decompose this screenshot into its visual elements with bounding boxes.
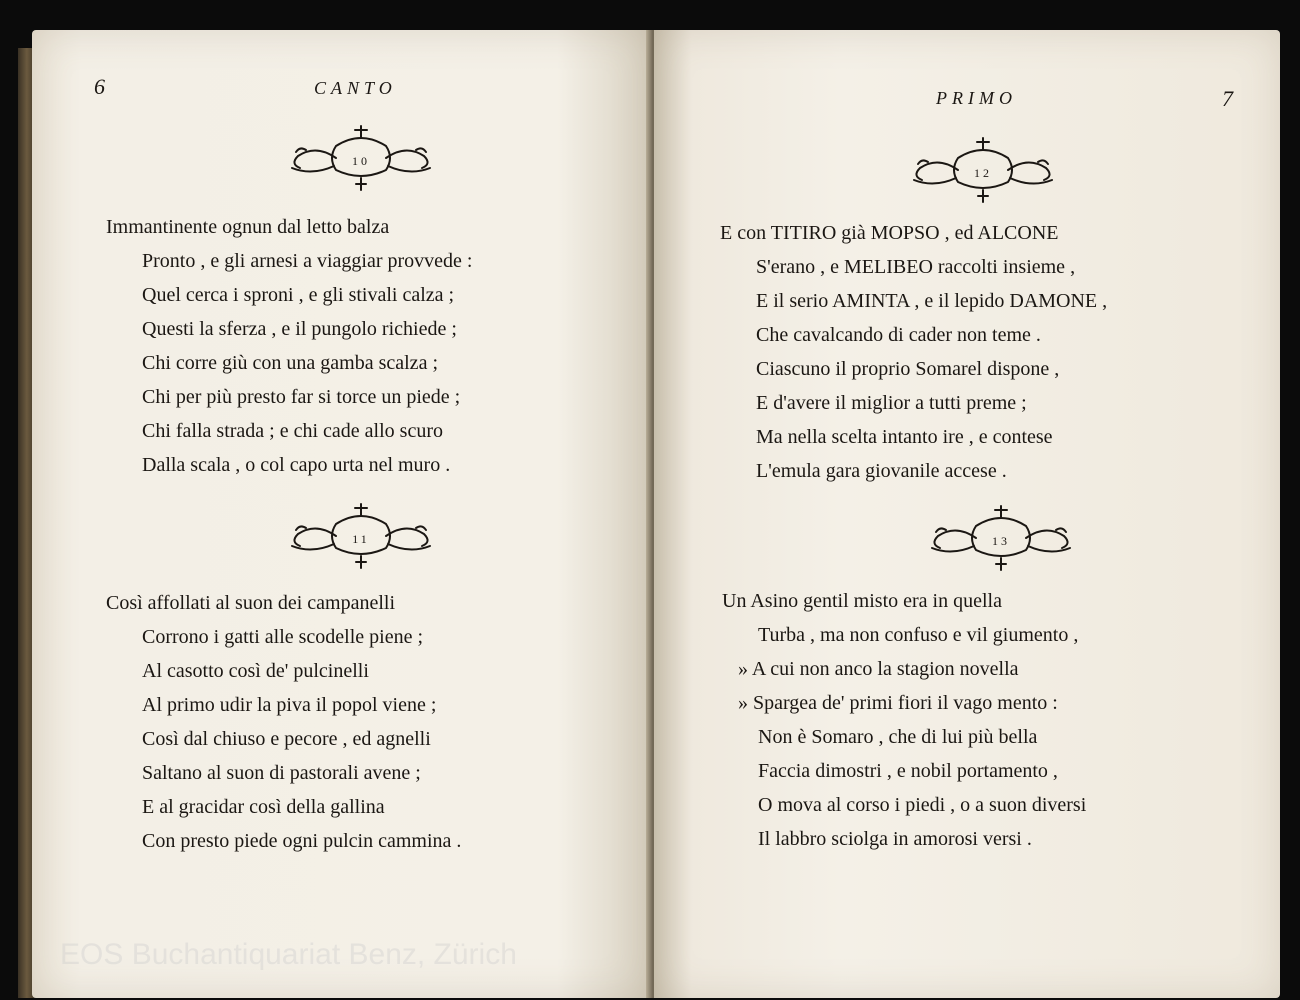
verse-line: Immantinente ognun dal letto balza — [106, 216, 390, 238]
page-number-right: 7 — [1222, 86, 1233, 111]
verse-line: Così affollati al suon dei campanelli — [106, 592, 396, 614]
running-head-right: PRIMO — [936, 88, 1017, 108]
left-page — [32, 30, 650, 998]
verse-line: Che cavalcando di cader non teme . — [756, 324, 1041, 346]
verse-line: E al gracidar così della gallina — [142, 796, 385, 818]
stanza-number: 10 — [352, 154, 370, 168]
verse-line: Non è Somaro , che di lui più bella — [758, 726, 1038, 748]
watermark: EOS Buchantiquariat Benz, Zürich — [60, 938, 517, 971]
verse-line: Turba , ma non confuso e vil giumento , — [758, 624, 1079, 646]
verse-line: L'emula gara giovanile accese . — [756, 460, 1007, 482]
right-page — [654, 30, 1280, 998]
stanza-ornament-13 — [916, 496, 1086, 576]
stanza-12 — [720, 216, 1107, 488]
verse-line: Saltano al suon di pastorali avene ; — [142, 762, 421, 784]
verse-line: Quel cerca i sproni , e gli stivali calza ; — [142, 284, 455, 306]
verse-line: E d'avere il miglior a tutti preme ; — [756, 392, 1027, 414]
verse-line: Chi falla strada ; e chi cade allo scuro — [142, 420, 443, 442]
stanza-number: 12 — [974, 166, 992, 180]
verse-line: E con TITIRO già MOPSO , ed ALCONE — [720, 222, 1059, 244]
verse-line: Chi per più presto far si torce un piede ; — [142, 386, 461, 408]
verse-line: Al casotto così de' pulcinelli — [142, 660, 369, 682]
stanza-ornament-11 — [276, 494, 446, 574]
verse-line: Corrono i gatti alle scodelle piene ; — [142, 626, 424, 648]
verse-line: Con presto piede ogni pulcin cammina . — [142, 830, 462, 852]
verse-line: Faccia dimostri , e nobil portamento , — [758, 760, 1058, 782]
verse-line: E il serio AMINTA , e il lepido DAMONE , — [756, 290, 1108, 312]
verse-line: Il labbro sciolga in amorosi versi . — [758, 828, 1032, 850]
verse-line: Questi la sferza , e il pungolo richiede ; — [142, 318, 457, 340]
verse-line: Pronto , e gli arnesi a viaggiar provvede : — [142, 250, 473, 272]
stanza-number: 11 — [352, 532, 370, 546]
stanza-10 — [106, 210, 472, 482]
stanza-13 — [722, 584, 1086, 856]
verse-line: Ciascuno il proprio Somarel dispone , — [756, 358, 1060, 380]
stanza-11 — [106, 586, 461, 858]
verse-line: Ma nella scelta intanto ire , e contese — [756, 426, 1053, 448]
verse-line: Chi corre giù con una gamba scalza ; — [142, 352, 438, 374]
verse-line: O mova al corso i piedi , o a suon diversi — [758, 794, 1087, 816]
verse-line: » A cui non anco la stagion novella — [738, 658, 1019, 680]
verse-line: Un Asino gentil misto era in quella — [722, 590, 1002, 612]
stanza-number: 13 — [992, 534, 1010, 548]
stanza-ornament-10 — [276, 116, 446, 196]
verse-line: S'erano , e MELIBEO raccolti insieme , — [756, 256, 1076, 278]
verse-line: Dalla scala , o col capo urta nel muro . — [142, 454, 451, 476]
verse-line: Al primo udir la piva il popol viene ; — [142, 694, 437, 716]
stanza-ornament-12 — [898, 128, 1068, 208]
page-number-left: 6 — [94, 74, 105, 99]
open-book — [18, 30, 1290, 998]
verse-line: » Spargea de' primi fiori il vago mento : — [738, 692, 1058, 714]
verse-line: Così dal chiuso e pecore , ed agnelli — [142, 728, 431, 750]
running-head-left: CANTO — [314, 78, 397, 98]
